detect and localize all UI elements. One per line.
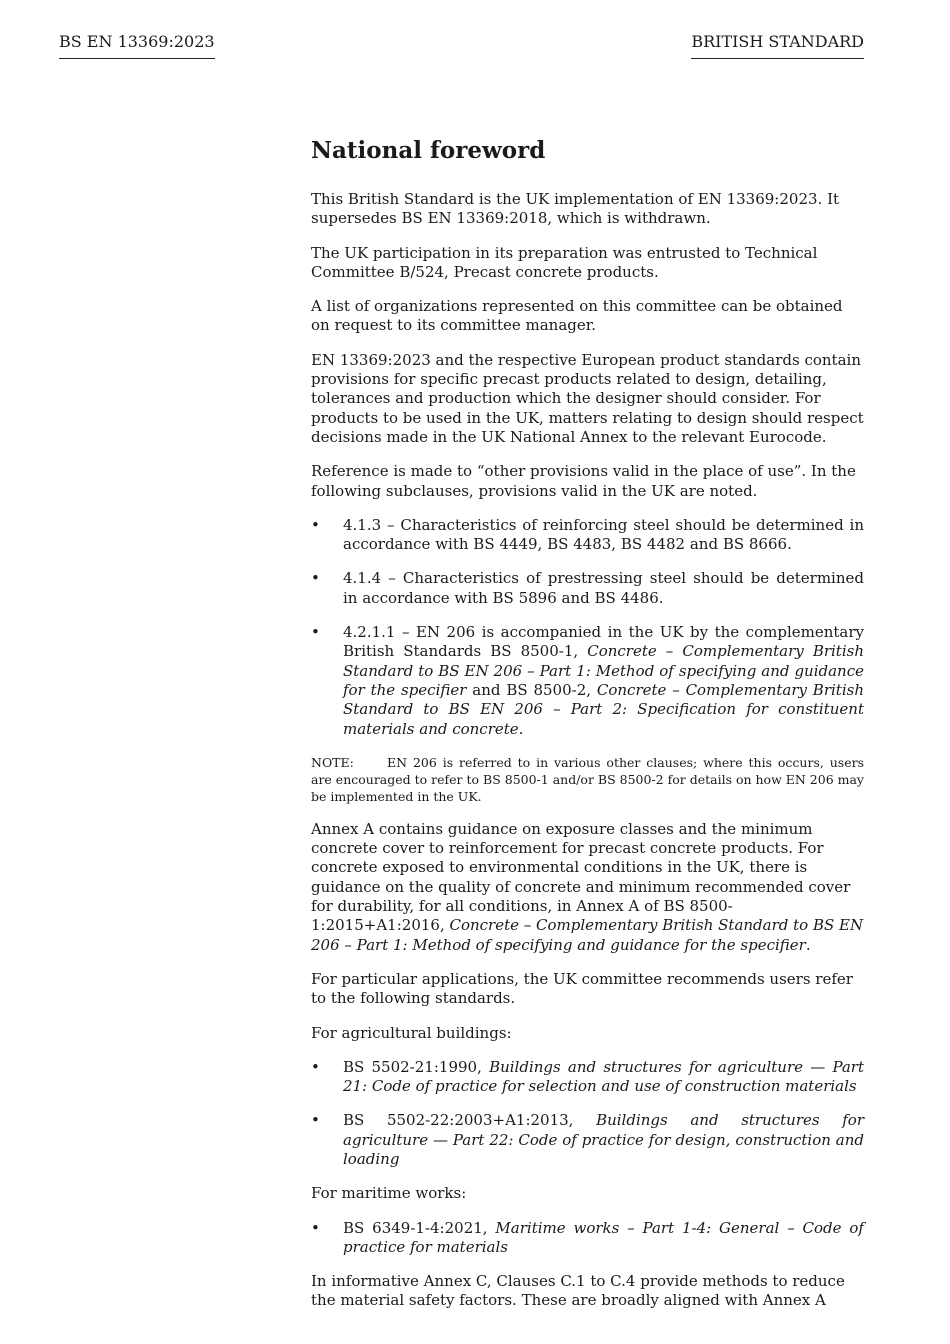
note <box>311 754 864 805</box>
list-item: • 4.2.1.1 – EN 206 is accompanied in the UK by the complementary British Standards BS 8500-1, Concrete – Complementary British Standard to BS EN 206 – Part 1: Method of specifying and guidance for the specifier and BS 8500-2, Concrete – Complementary British Standard to BS EN 206 – Part 2: Specification for constituent materials and concrete. <box>311 623 864 738</box>
uk-provisions-list <box>311 516 864 739</box>
paragraph-applications: For particular applications, the UK committee recommends users refer to the following standards. <box>311 969 853 1008</box>
paragraph-maritime: For maritime works: <box>311 1184 467 1203</box>
bullet-icon: • <box>311 515 320 534</box>
bullet-icon: • <box>311 1057 320 1076</box>
paragraph-agricultural: For agricultural buildings: <box>311 1023 512 1042</box>
list-item: • 4.1.3 – Characteristics of reinforcing steel should be determined in accordance with BS 4449, BS 4483, BS 4482 and BS 8666. <box>311 515 864 554</box>
paragraph-committee: The UK participation in its preparation was entrusted to Technical Committee B/524, Precast concrete products. <box>311 243 818 281</box>
agricultural-standards-list <box>311 1058 864 1169</box>
note-text: EN 206 is referred to in various other clauses; where this occurs, users are encouraged to refer to BS 8500-1 and/or BS 8500-2 for details on how EN 206 may be implemented in the UK. <box>311 754 864 804</box>
list-item: • BS 6349-1-4:2021, Maritime works – Part 1-4: General – Code of practice for materials <box>311 1218 864 1256</box>
paragraph-implementation: This British Standard is the UK implementation of EN 13369:2023. It supersedes BS EN 13369:2018, which is withdrawn. <box>311 190 840 228</box>
list-item: • BS 5502-21:1990, Buildings and structures for agriculture — Part 21: Code of practice for selection and use of construction materials <box>311 1057 864 1096</box>
paragraph-annex-c: In informative Annex C, Clauses C.1 to C.4 provide methods to reduce the material safety factors. These are broadly aligned with Annex A <box>311 1272 845 1310</box>
header-document-number: BS EN 13369:2023 <box>59 32 215 59</box>
paragraph-organizations: A list of organizations represented on this committee can be obtained on request to its committee manager. <box>311 297 843 335</box>
paragraph-annex-a: Annex A contains guidance on exposure classes and the minimum concrete cover to reinforcement for precast concrete products. For concrete exposed to environmental conditions in the UK, there is guidance on the quality of concrete and minimum recommended cover for durability, for all conditions, in Annex A of BS 8500-1:2015+A1:2016, Concrete – Complementary British Standard to BS EN 206 – Part 1: Method of specifying and guidance for the specifier. <box>311 819 864 954</box>
page-body <box>311 136 864 1326</box>
list-item: • BS 5502-22:2003+A1:2013, Buildings and structures for agriculture — Part 22: Code of practice for design, construction and loading <box>311 1111 864 1168</box>
header-publisher: BRITISH STANDARD <box>691 32 864 59</box>
note-label: NOTE: <box>311 754 354 770</box>
paragraph-product-standards: EN 13369:2023 and the respective European product standards contain provisions for specific precast products related to design, detailing, tolerances and production which the designer should consider. For products to be used in the UK, matters relating to design should respect decisions made in the UK National Annex to the relevant Eurocode. <box>311 350 864 446</box>
page-title: National foreword <box>311 137 546 164</box>
list-item: • 4.1.4 – Characteristics of prestressing steel should be determined in accordance with BS 5896 and BS 4486. <box>311 569 864 607</box>
bullet-icon: • <box>311 569 320 588</box>
bullet-icon: • <box>311 623 320 642</box>
paragraph-reference: Reference is made to “other provisions valid in the place of use”. In the following subclauses, provisions valid in the UK are noted. <box>311 462 856 500</box>
bullet-icon: • <box>311 1111 320 1130</box>
bullet-icon: • <box>311 1218 320 1237</box>
maritime-standards-list <box>311 1219 864 1258</box>
